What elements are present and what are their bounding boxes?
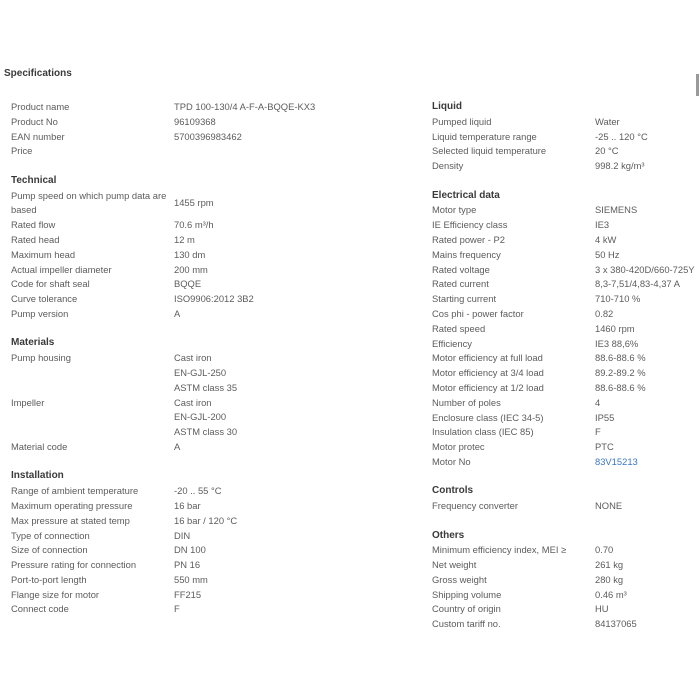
spec-label	[11, 410, 174, 425]
section-title: Electrical data	[432, 189, 500, 201]
spec-row	[11, 115, 406, 130]
spec-label: Product No	[11, 115, 58, 127]
spec-row	[11, 499, 406, 514]
spec-value: IE3	[595, 219, 610, 231]
spec-label	[11, 425, 174, 440]
spec-value: PN 16	[174, 559, 201, 571]
spec-label: Size of connection	[11, 544, 88, 556]
section-title: Others	[432, 529, 465, 541]
spec-row	[11, 396, 406, 411]
spec-label: Motor efficiency at 3/4 load	[432, 367, 544, 379]
spec-value: 200 mm	[174, 263, 208, 275]
spec-label: Curve tolerance	[11, 293, 78, 305]
spec-value: ASTM class 35	[174, 381, 238, 393]
spec-label: Selected liquid temperature	[432, 145, 547, 157]
spec-value: 96109368	[174, 115, 216, 127]
section-liquid	[432, 100, 700, 174]
spec-label: Shipping volume	[432, 588, 502, 600]
spec-value: 20 °C	[595, 145, 619, 157]
spec-row	[432, 396, 700, 411]
spec-row	[11, 410, 406, 425]
spec-label: Number of poles	[432, 396, 501, 408]
spec-label: EAN number	[11, 130, 65, 142]
spec-value: DN 100	[174, 544, 206, 556]
section-materials	[11, 336, 406, 454]
spec-row	[432, 455, 700, 470]
spec-row	[11, 189, 406, 219]
section-others	[432, 529, 700, 633]
scrollbar-thumb[interactable]	[696, 74, 699, 96]
spec-row	[11, 484, 406, 499]
spec-label: Liquid temperature range	[432, 130, 537, 142]
spec-row	[432, 115, 700, 130]
spec-value	[174, 144, 406, 159]
spec-label: Pumped liquid	[432, 115, 492, 127]
spec-row	[432, 351, 700, 366]
spec-row	[11, 218, 406, 233]
spec-value: TPD 100-130/4 A-F-A-BQQE-KX3	[174, 101, 316, 112]
spec-row	[11, 440, 406, 455]
spec-row	[11, 573, 406, 588]
spec-row	[11, 100, 406, 115]
spec-label: Rated voltage	[432, 263, 490, 275]
spec-label: Rated power - P2	[432, 233, 505, 245]
spec-label	[11, 381, 174, 396]
spec-row	[11, 233, 406, 248]
spec-value: -20 .. 55 °C	[174, 485, 222, 497]
spec-row	[11, 277, 406, 292]
spec-row	[432, 602, 700, 617]
spec-row	[432, 203, 700, 218]
section-title: Liquid	[432, 101, 462, 112]
spec-row	[11, 248, 406, 263]
spec-value: 0.46 m³	[595, 588, 627, 600]
spec-label: Price	[11, 145, 33, 157]
spec-value: 998.2 kg/m³	[595, 160, 645, 172]
spec-value: ISO9906:2012 3B2	[174, 293, 254, 305]
spec-label: Maximum head	[11, 248, 76, 260]
spec-label: Rated head	[11, 233, 60, 245]
spec-label: Country of origin	[432, 603, 501, 615]
spec-row	[432, 277, 700, 292]
spec-label: Insulation class (IEC 85)	[432, 426, 534, 438]
spec-label: Minimum efficiency index, MEI ≥	[432, 544, 567, 556]
spec-label: Range of ambient temperature	[11, 485, 139, 497]
spec-row	[432, 499, 700, 514]
spec-row	[432, 144, 700, 159]
spec-value: SIEMENS	[595, 204, 638, 216]
spec-row	[432, 588, 700, 603]
spec-label: Motor No	[432, 455, 471, 467]
spec-label: Pressure rating for connection	[11, 559, 137, 571]
spec-row	[11, 558, 406, 573]
spec-row	[432, 366, 700, 381]
section-title: Materials	[11, 337, 55, 349]
spec-value: 130 dm	[174, 248, 206, 260]
spec-label: Port-to-port length	[11, 573, 87, 585]
section-title: Installation	[11, 470, 64, 482]
spec-value: ASTM class 30	[174, 426, 238, 438]
spec-value: IP55	[595, 411, 615, 423]
section-title: Technical	[11, 174, 57, 186]
spec-value: 88.6-88.6 %	[595, 381, 646, 393]
spec-row	[11, 130, 406, 145]
spec-value: Cast iron	[174, 352, 212, 364]
spec-label: Pump version	[11, 307, 69, 319]
spec-value: 550 mm	[174, 573, 208, 585]
spec-value: 12 m	[174, 233, 195, 245]
spec-label: Connect code	[11, 603, 69, 615]
spec-label: Enclosure class (IEC 34-5)	[432, 411, 544, 423]
spec-label: IE Efficiency class	[432, 219, 508, 231]
spec-value: 1460 rpm	[595, 322, 635, 334]
spec-value: 280 kg	[595, 573, 624, 585]
spec-row	[432, 130, 700, 145]
spec-row	[432, 440, 700, 455]
spec-label: Pump speed on which pump data are based	[11, 189, 167, 216]
section-technical	[11, 174, 406, 322]
spec-value: BQQE	[174, 278, 202, 290]
spec-label: Pump housing	[11, 352, 71, 364]
spec-row	[11, 514, 406, 529]
section-electrical-data	[432, 189, 700, 470]
motor-no-link[interactable]: 83V15213	[595, 455, 638, 467]
spec-row	[11, 381, 406, 396]
spec-row	[11, 307, 406, 322]
spec-row	[432, 218, 700, 233]
spec-value: 50 Hz	[595, 248, 620, 260]
spec-label: Maximum operating pressure	[11, 499, 133, 511]
spec-value: 16 bar	[174, 499, 201, 511]
spec-value: 16 bar / 120 °C	[174, 514, 238, 526]
spec-value: EN-GJL-200	[174, 411, 227, 423]
spec-value: 3 x 380-420D/660-725Y	[595, 263, 695, 275]
spec-value: 89.2-89.2 %	[595, 367, 646, 379]
spec-row	[432, 543, 700, 558]
section-installation	[11, 469, 406, 617]
spec-row	[11, 602, 406, 617]
spec-row	[432, 263, 700, 278]
spec-row	[432, 425, 700, 440]
section-title: Controls	[432, 485, 474, 497]
spec-row	[432, 381, 700, 396]
spec-row	[11, 529, 406, 544]
spec-value: 70.6 m³/h	[174, 219, 214, 231]
spec-row	[432, 292, 700, 307]
spec-value: -25 .. 120 °C	[595, 130, 648, 142]
spec-label: Cos phi - power factor	[432, 307, 524, 319]
spec-row	[432, 233, 700, 248]
spec-label: Code for shaft seal	[11, 278, 90, 290]
spec-label: Rated flow	[11, 219, 56, 231]
spec-row	[432, 558, 700, 573]
spec-label: Motor efficiency at 1/2 load	[432, 381, 544, 393]
spec-value: Water	[595, 115, 620, 127]
spec-label: Material code	[11, 440, 68, 452]
spec-row	[432, 617, 700, 632]
spec-label: Gross weight	[432, 573, 487, 585]
spec-label: Type of connection	[11, 529, 90, 541]
spec-row	[11, 425, 406, 440]
page-title: Specifications	[4, 68, 72, 79]
spec-value: DIN	[174, 529, 191, 541]
spec-row	[432, 307, 700, 322]
spec-value: 261 kg	[595, 559, 624, 571]
spec-value: 4 kW	[595, 233, 617, 245]
spec-label: Motor efficiency at full load	[432, 352, 543, 364]
spec-row	[11, 263, 406, 278]
spec-label: Max pressure at stated temp	[11, 514, 130, 526]
spec-value: 88.6-88.6 %	[595, 352, 646, 364]
spec-label: Impeller	[11, 396, 45, 408]
spec-value: A	[174, 307, 181, 319]
spec-row	[432, 159, 700, 174]
spec-label: Net weight	[432, 559, 477, 571]
spec-row	[432, 573, 700, 588]
spec-label: Flange size for motor	[11, 588, 100, 600]
spec-label: Mains frequency	[432, 248, 501, 260]
spec-label	[11, 366, 174, 381]
spec-value: A	[174, 440, 181, 452]
spec-row	[432, 337, 700, 352]
spec-value: 8,3-7,51/4,83-4,37 A	[595, 278, 680, 290]
left-column	[11, 100, 406, 632]
spec-value: NONE	[595, 500, 623, 512]
spec-value: Cast iron	[174, 396, 212, 408]
spec-value: FF215	[174, 588, 202, 600]
spec-value: 0.70	[595, 544, 614, 556]
spec-label: Starting current	[432, 293, 497, 305]
spec-row	[11, 543, 406, 558]
spec-label: Motor type	[432, 204, 477, 216]
spec-label: Rated current	[432, 278, 489, 290]
spec-label: Rated speed	[432, 322, 486, 334]
spec-value: 4	[595, 396, 601, 408]
spec-value: F	[595, 426, 601, 438]
spec-row	[11, 588, 406, 603]
spec-value: 5700396983462	[174, 130, 242, 142]
spec-row	[11, 144, 406, 159]
spec-value: F	[174, 603, 180, 615]
spec-row	[11, 351, 406, 366]
section-product	[11, 100, 406, 159]
spec-value: PTC	[595, 441, 614, 453]
spec-label: Motor protec	[432, 441, 485, 453]
section-controls	[432, 484, 700, 514]
spec-value: 84137065	[595, 618, 637, 630]
spec-row	[432, 322, 700, 337]
spec-value: EN-GJL-250	[174, 366, 227, 378]
spec-value: 0.82	[595, 307, 614, 319]
spec-row	[432, 248, 700, 263]
spec-value: HU	[595, 603, 609, 615]
spec-label: Efficiency	[432, 337, 472, 349]
spec-label: Actual impeller diameter	[11, 263, 112, 275]
spec-row	[11, 366, 406, 381]
spec-value: 710-710 %	[595, 293, 641, 305]
spec-value: IE3 88,6%	[595, 337, 639, 349]
spec-label: Custom tariff no.	[432, 618, 501, 630]
spec-label: Product name	[11, 101, 70, 112]
spec-row	[11, 292, 406, 307]
spec-label: Density	[432, 160, 464, 172]
spec-row	[432, 411, 700, 426]
spec-value: 1455 rpm	[174, 196, 214, 208]
right-column	[432, 100, 700, 647]
spec-label: Frequency converter	[432, 500, 518, 512]
